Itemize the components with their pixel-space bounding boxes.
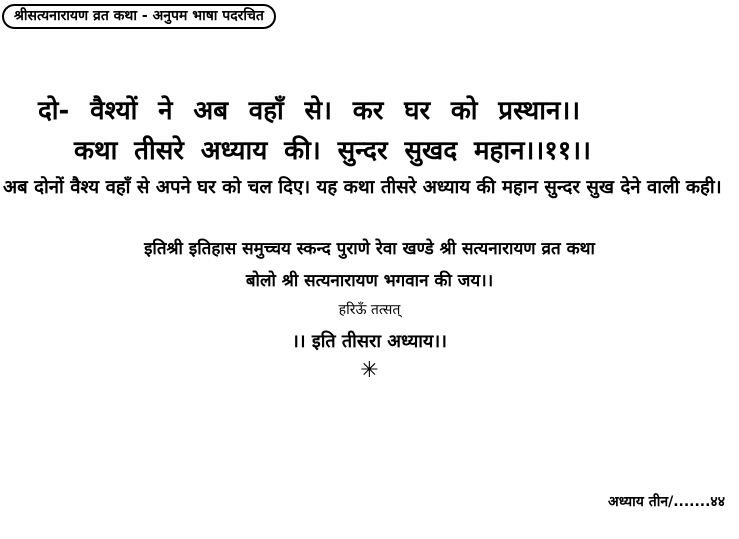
- chapter-end-line: ।। इति तीसरा अध्याय।।: [291, 331, 448, 352]
- book-title-badge: श्रीसत्यनारायण व्रत कथा - अनुपम भाषा पदरचित: [2, 4, 276, 29]
- colophon-line-2: बोलो श्री सत्यनारायण भगवान की जय।।: [245, 271, 494, 291]
- verse-couplet-line-2: कथा तीसरे अध्याय की। सुन्दर सुखद महान।।११।।: [74, 136, 591, 166]
- verse-couplet-line-1: दो- वैश्यों ने अब वहाँ से। कर घर को प्रस्थान।।: [38, 96, 581, 126]
- prose-translation: अब दोनों वैश्य वहाँ से अपने घर को चल दिए। यह कथा तीसरे अध्याय की महान सुन्दर सुख देने वाली कही।: [3, 177, 722, 198]
- invocation-line: हरिऊँ तत्सत्: [338, 302, 401, 318]
- colophon-line-1: इतिश्री इतिहास समुच्चय स्कन्द पुराणे रेवा खण्डे श्री सत्यनारायण व्रत कथा: [144, 239, 595, 259]
- page-number-label: अध्याय तीन/.......४४: [608, 494, 725, 510]
- chapter-end-star-icon: ✳: [360, 358, 379, 383]
